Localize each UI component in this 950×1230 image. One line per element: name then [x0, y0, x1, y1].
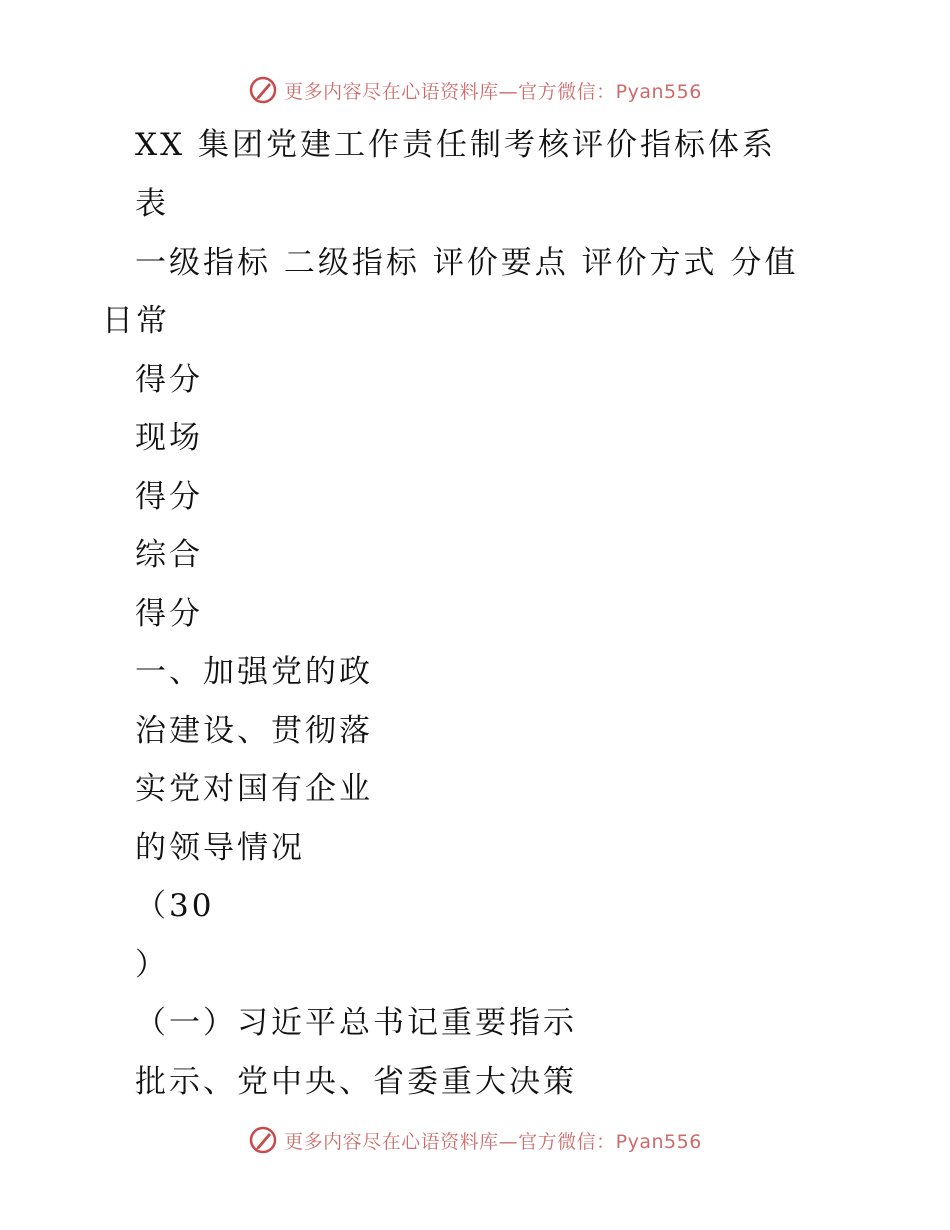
text-line: 综合	[135, 537, 203, 573]
text-line: 的领导情况	[135, 830, 305, 866]
text-line: 得分	[135, 596, 203, 632]
text-line: 实党对国有企业	[135, 771, 373, 807]
text-line: （30	[135, 888, 215, 924]
text-line: 现场	[135, 420, 203, 456]
quill-pen-logo-icon	[248, 1125, 278, 1155]
quill-pen-logo-icon	[248, 75, 278, 105]
doc-title-line-1: XX 集团党建工作责任制考核评价指标体系	[135, 127, 776, 163]
table-header-line: 一级指标 二级指标 评价要点 评价方式 分值	[135, 245, 799, 281]
watermark-banner-bottom	[0, 1120, 950, 1160]
text-line: 治建设、贯彻落	[135, 713, 373, 749]
text-line: ）	[135, 947, 169, 983]
text-line: （一）习近平总书记重要指示	[135, 1005, 577, 1041]
text-line: 得分	[135, 362, 203, 398]
text-line: 一、加强党的政	[135, 654, 373, 690]
watermark-text: 更多内容尽在心语资料库—官方微信：Pyan556	[284, 80, 702, 103]
text-line: 得分	[135, 479, 203, 515]
text-line: 批示、党中央、省委重大决策	[135, 1064, 577, 1100]
text-line: 日常	[102, 303, 170, 339]
doc-title-line-2: 表	[135, 186, 169, 222]
watermark-banner-top	[0, 70, 950, 110]
watermark-text: 更多内容尽在心语资料库—官方微信：Pyan556	[284, 1130, 702, 1153]
